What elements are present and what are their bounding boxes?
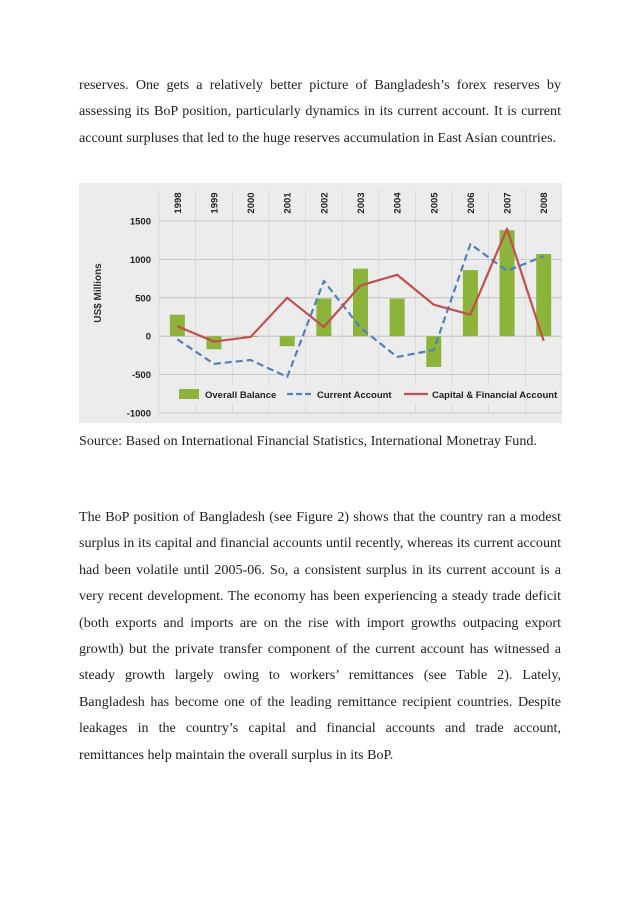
- legend-current-account: Current Account: [317, 390, 392, 401]
- bar-overall-balance-2003: [353, 269, 368, 337]
- bar-overall-balance-2001: [280, 336, 295, 346]
- y-tick-label: -1000: [126, 408, 151, 420]
- x-tick-label: 2000: [246, 192, 258, 214]
- y-tick-label: 1500: [129, 216, 151, 228]
- y-tick-label: 0: [145, 331, 151, 343]
- y-tick-label: 1000: [129, 254, 151, 266]
- x-tick-label: 1999: [209, 192, 221, 214]
- paragraph-bop-position: The BoP position of Bangladesh (see Figure 2) shows that the country ran a modest surplus in its capital and financial accounts until recently, whereas its current account had been volatile until 2005-06. So, a consistent surplus in its current account is a very recent development. The economy has been experiencing a steady trade deficit (both exports and imports are on the rise with import growths outpacing export growth) but the private transfer component of the current account has witnessed a steady growth largely owing to workers’ remittances (see Table 2). Lately, Bangladesh has become one of the leading remittance recipient countries. Despite leakages in the country’s capital and financial accounts and trade account, remittances help maintain the overall surplus in its BoP.: [79, 509, 561, 763]
- x-tick-label: 2001: [282, 192, 294, 214]
- bop-chart: [79, 183, 562, 423]
- bar-overall-balance-1999: [206, 336, 221, 349]
- legend-overall-balance: Overall Balance: [205, 390, 277, 401]
- bar-overall-balance-2005: [426, 336, 441, 367]
- y-axis-label: US$ Millions: [93, 263, 104, 323]
- figure-source: Source: Based on International Financial Statistics, International Monetray Fund.: [79, 433, 537, 449]
- chart-legend: [174, 386, 558, 403]
- legend-capital-financial-account: Capital & Financial Account: [432, 390, 558, 401]
- x-tick-label: 2005: [429, 192, 441, 214]
- x-tick-label: 2002: [319, 192, 331, 214]
- x-tick-label: 2006: [465, 192, 477, 214]
- legend-swatch-overall-balance: [179, 389, 199, 399]
- bar-overall-balance-2004: [390, 299, 405, 337]
- x-tick-label: 2008: [539, 192, 551, 214]
- x-tick-label: 2004: [392, 192, 404, 214]
- x-tick-label: 2007: [502, 192, 514, 214]
- x-tick-label: 2003: [356, 192, 367, 214]
- paragraph-reserves: reserves. One gets a relatively better picture of Bangladesh’s forex reserves by assessing its BoP position, particularly dynamics in its current account. It is current account surpluses that led to the huge reserves accumulation in East Asian countries.: [79, 77, 561, 146]
- bop-chart-svg: [79, 183, 562, 423]
- x-tick-label: 1998: [172, 192, 184, 214]
- bar-overall-balance-2002: [316, 299, 331, 337]
- y-tick-label: -500: [131, 370, 151, 382]
- y-tick-label: 500: [135, 293, 151, 305]
- bar-overall-balance-1998: [170, 315, 185, 337]
